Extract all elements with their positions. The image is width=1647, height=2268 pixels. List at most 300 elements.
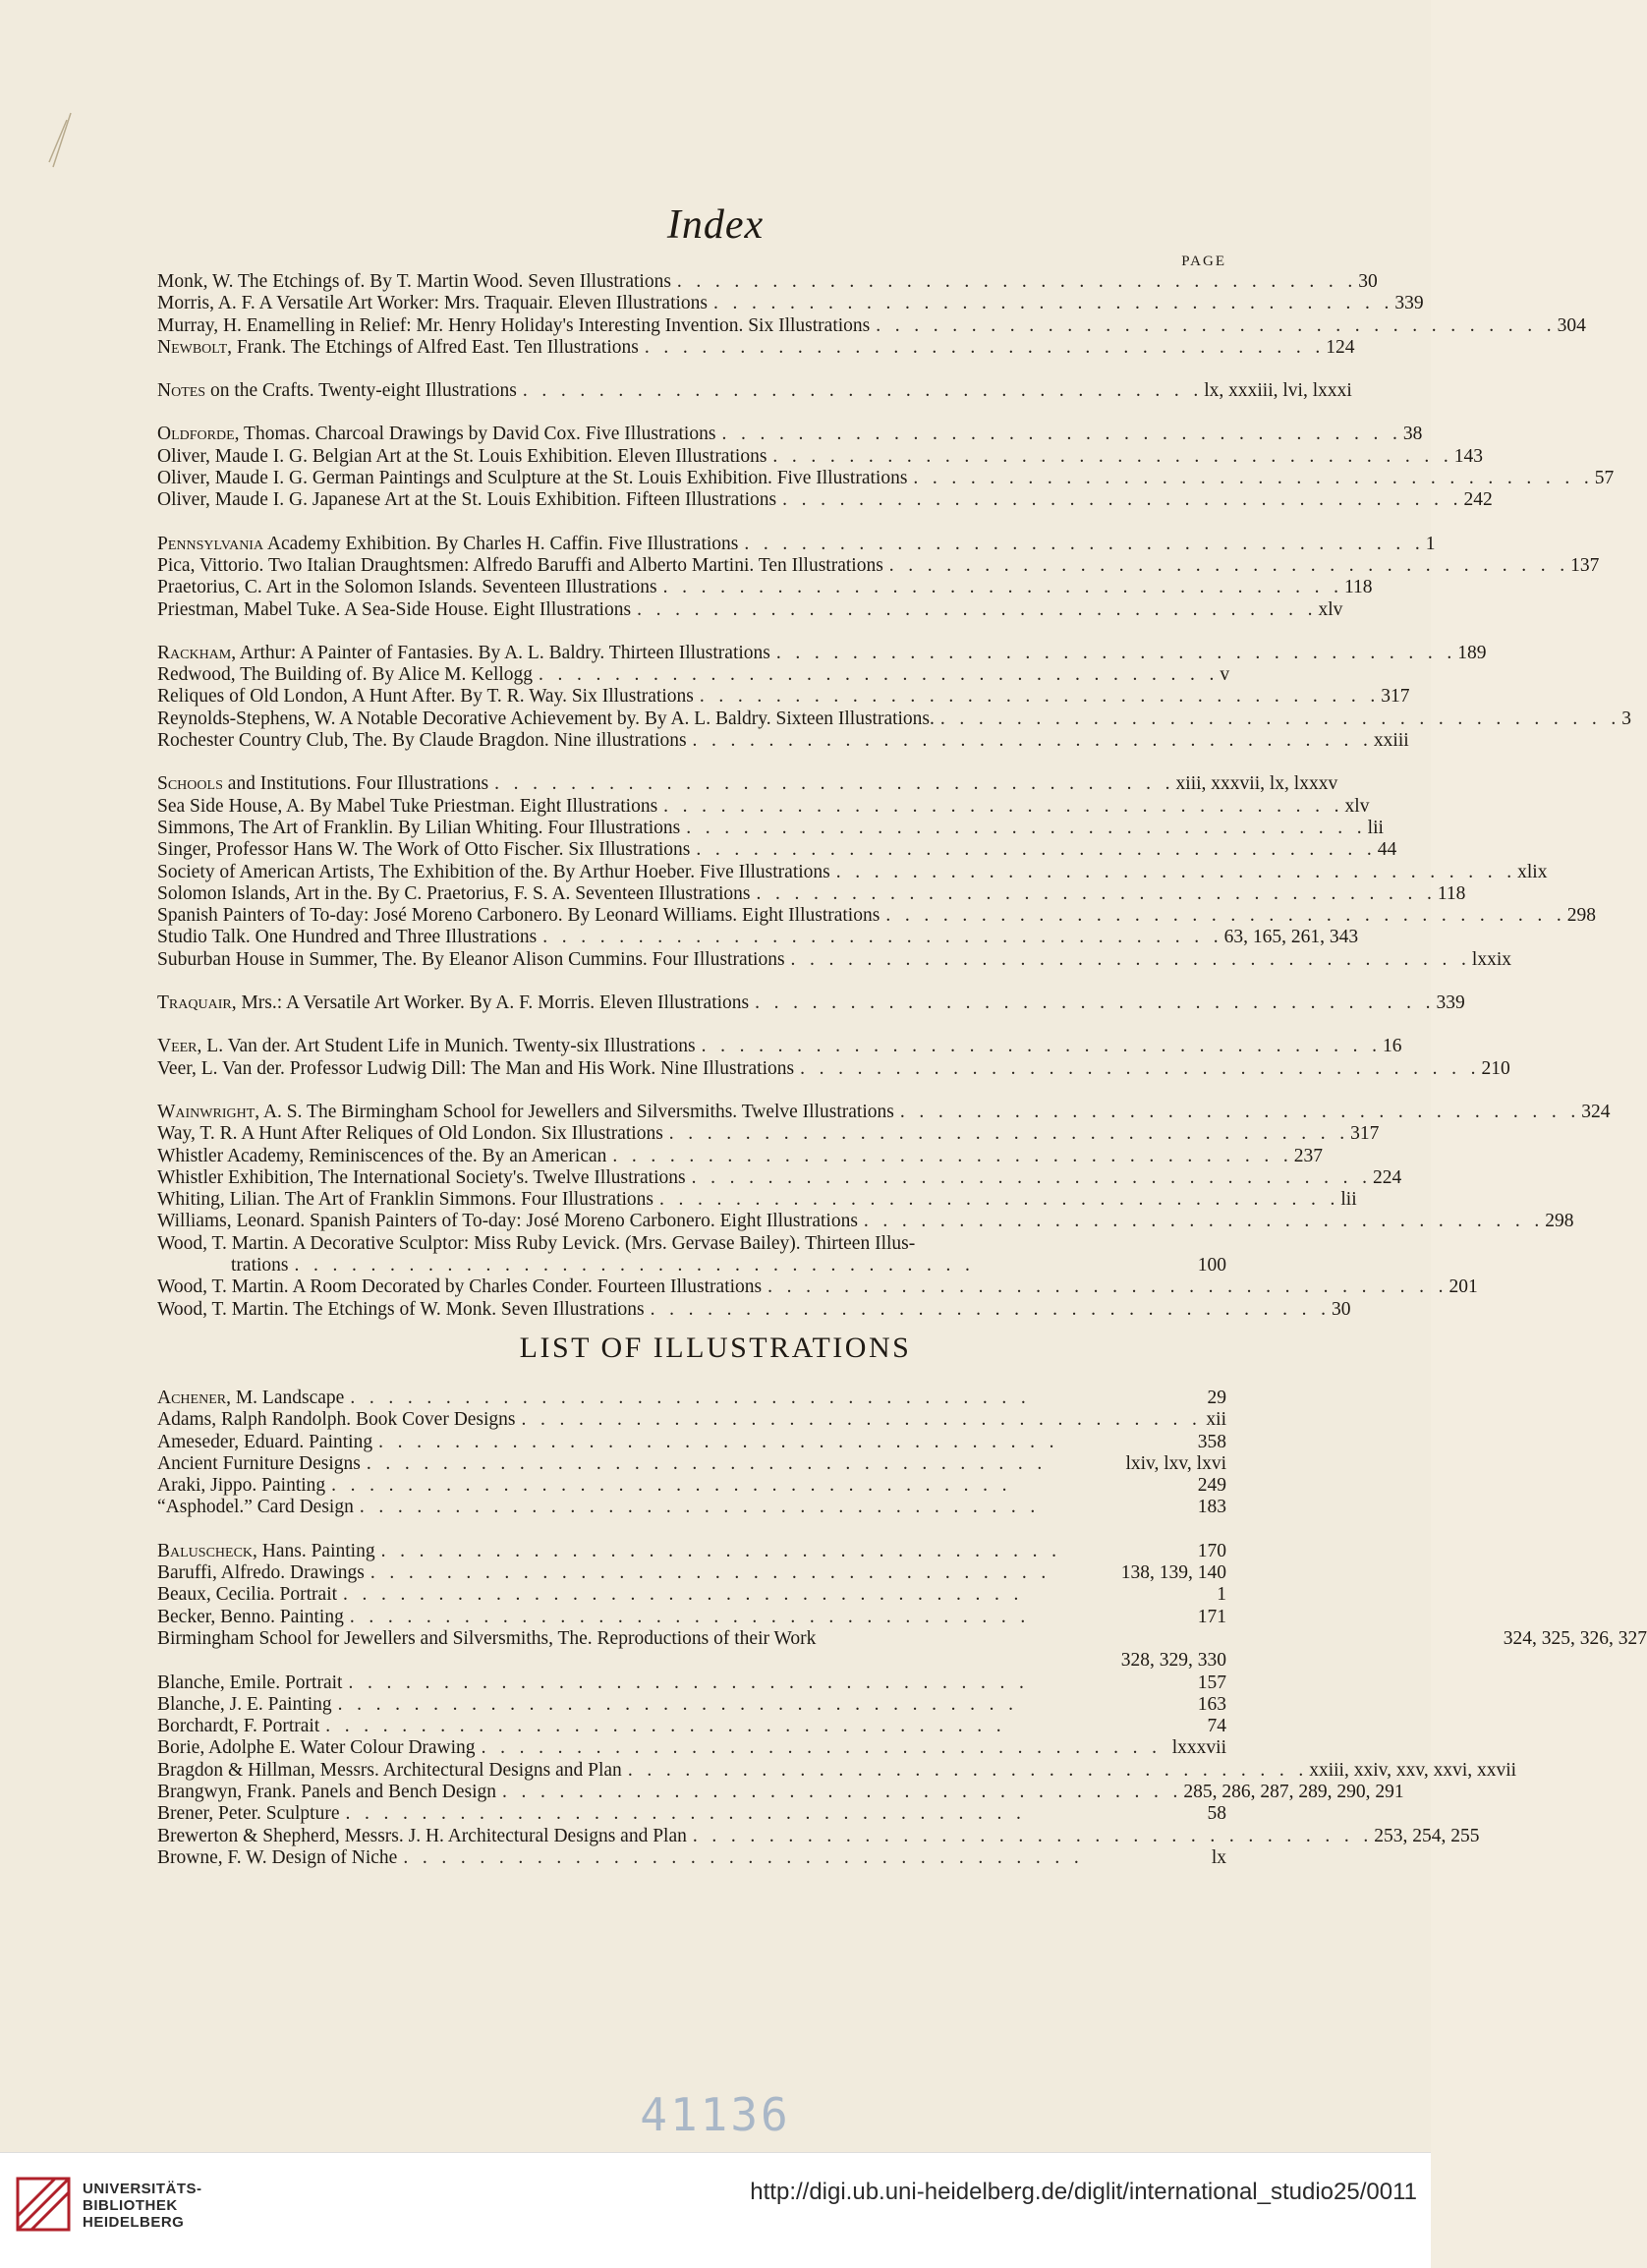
entry-text: Baruffi, Alfredo. Drawings <box>157 1562 365 1584</box>
entry-page-number: 183 <box>1197 1497 1226 1518</box>
entry-title <box>157 1475 325 1497</box>
entry-title <box>157 1146 606 1167</box>
entry-text: Reliques of Old London, A Hunt After. By T. R. Way. Six Illustrations <box>157 686 694 708</box>
entry-title <box>157 337 639 359</box>
entry-page-number: lxxxvii <box>1171 1737 1226 1759</box>
leader-dots <box>612 1146 1287 1167</box>
index-group <box>157 271 1586 359</box>
entry-title <box>157 992 749 1014</box>
leader-dots <box>693 730 1368 752</box>
entry-title <box>157 315 870 337</box>
leader-dots <box>700 686 1375 708</box>
entry-title <box>157 664 533 686</box>
entry-page-number: 339 <box>1436 992 1465 1014</box>
entry-text: Browne, F. W. Design of Niche <box>157 1846 398 1868</box>
illustration-entry <box>157 1562 1226 1584</box>
leader-dots <box>370 1562 1115 1584</box>
library-name <box>83 2181 202 2231</box>
entry-title <box>157 1782 496 1803</box>
entry-title <box>157 577 657 598</box>
entry-page-number: 44 <box>1377 839 1397 861</box>
entry-page-number: 38 <box>1402 424 1423 445</box>
index-entry <box>157 927 1359 948</box>
entry-title <box>157 839 690 861</box>
entry-title <box>157 773 488 795</box>
index-entry <box>157 489 1493 511</box>
leader-dots <box>659 1189 1335 1211</box>
index-group <box>157 642 1632 752</box>
library-stamp-number: 41136 <box>640 2088 791 2141</box>
entry-title <box>157 1036 696 1057</box>
entry-title <box>157 1453 361 1475</box>
entry-text: Veer, L. Van der. Professor Ludwig Dill: The Man and His Work. Nine Illustrations <box>157 1057 795 1079</box>
entry-title <box>157 1541 375 1562</box>
entry-page-number: xxiii <box>1373 730 1409 752</box>
entry-title <box>157 1058 794 1080</box>
entry-page-number: 253, 254, 255 <box>1374 1825 1480 1846</box>
entry-page-number: v <box>1220 664 1230 686</box>
index-entry <box>157 554 1600 577</box>
illustration-entry <box>157 1388 1226 1409</box>
leader-dots <box>325 1716 1201 1737</box>
entry-page-number: lx <box>1211 1846 1226 1868</box>
index-entry <box>157 577 1373 598</box>
leader-dots <box>502 1782 1177 1803</box>
entry-page-number: 63, 165, 261, 343 <box>1223 927 1359 948</box>
leader-dots <box>776 643 1451 664</box>
entry-page-number: 3 <box>1621 708 1632 729</box>
entry-text: Suburban House in Summer, The. By Eleanor Alison Cummins. Four Illustrations <box>157 948 785 970</box>
leader-dots <box>713 293 1389 314</box>
entry-page-number: xlv <box>1318 598 1343 620</box>
entry-title <box>157 293 708 314</box>
index-entry <box>157 861 1548 883</box>
index-entry <box>157 905 1596 927</box>
entry-page-number: 189 <box>1457 642 1487 663</box>
entry-page-number: xxiii, xxiv, xxv, xxvi, xxvii <box>1309 1759 1517 1781</box>
entry-page-number: 317 <box>1350 1123 1380 1145</box>
entry-lead-word: Achener <box>157 1388 227 1408</box>
entry-page-number: 58 <box>1207 1803 1226 1825</box>
library-name-line-2: BIBLIOTHEK <box>83 2197 178 2214</box>
leader-dots <box>885 905 1561 927</box>
illustration-entry <box>157 1825 1480 1847</box>
entry-title <box>157 862 830 883</box>
entry-page-number: 171 <box>1197 1606 1226 1627</box>
entry-lead-word: Notes <box>157 380 206 402</box>
entry-page-number: 118 <box>1343 577 1373 598</box>
entry-title <box>157 709 935 730</box>
index-entry <box>157 1255 1226 1276</box>
entry-title <box>157 1276 762 1298</box>
entry-page-number: 163 <box>1197 1693 1226 1715</box>
entry-title <box>157 1497 354 1518</box>
illustration-entry <box>157 1541 1226 1562</box>
entry-lead-word: Rackham <box>157 642 232 663</box>
entry-text: , Arthur: A Painter of Fantasies. By A. L. Baldry. Thirteen Illustrations <box>231 642 770 663</box>
entry-text: Brangwyn, Frank. Panels and Bench Design <box>157 1782 496 1803</box>
entry-title <box>157 1102 894 1123</box>
leader-dots <box>539 664 1214 686</box>
entry-text: , L. Van der. Art Student Life in Munich. Twenty-six Illustrations <box>197 1036 696 1057</box>
entry-page-number: 124 <box>1326 336 1355 358</box>
index-group <box>157 533 1600 621</box>
leader-dots <box>331 1475 1192 1497</box>
index-entry <box>157 708 1632 730</box>
entry-title <box>157 1760 622 1782</box>
leader-dots <box>482 1737 1166 1759</box>
leader-dots <box>367 1453 1120 1475</box>
entry-page-number: 30 <box>1332 1298 1351 1320</box>
leader-dots <box>677 271 1352 293</box>
entry-text: Rochester Country Club, The. By Claude Bragdon. Nine illustrations <box>157 730 687 752</box>
entry-text: Pica, Vittorio. Two Italian Draughtsmen: Alfredo Baruffi and Alberto Martini. Ten Illustrations <box>157 554 883 576</box>
entry-text: Studio Talk. One Hundred and Three Illustrations <box>157 927 538 948</box>
entry-text: Whistler Exhibition, The International Society's. Twelve Illustrations <box>157 1166 686 1188</box>
illustration-group <box>157 1540 1647 1869</box>
entry-page-number: xiii, xxxvii, lx, lxxxv <box>1175 773 1338 795</box>
entry-title <box>157 1562 365 1584</box>
index-entry <box>157 1101 1611 1123</box>
entry-page-number: lii <box>1367 817 1384 838</box>
entry-text: , Mrs.: A Versatile Art Worker. By A. F. Morris. Eleven Illustrations <box>231 992 750 1014</box>
entry-title <box>231 1255 289 1276</box>
leader-dots <box>637 599 1312 621</box>
entry-text: Borchardt, F. Portrait <box>157 1716 320 1737</box>
leader-dots <box>800 1058 1475 1080</box>
entry-title <box>157 1211 858 1232</box>
entry-title <box>157 927 537 948</box>
entry-text: Whistler Academy, Reminiscences of the. By an American <box>157 1145 607 1166</box>
entry-lead-word: Schools <box>157 773 223 795</box>
entry-title <box>157 599 631 621</box>
entry-lead-word: Pennsylvania <box>157 533 264 554</box>
entry-page-number: 339 <box>1394 293 1424 314</box>
index-entry <box>157 642 1487 664</box>
entry-text: , M. Landscape <box>226 1388 345 1408</box>
index-entry <box>157 1166 1402 1189</box>
entry-text: “Asphodel.” Card Design <box>157 1497 354 1518</box>
illustration-entry <box>157 1737 1226 1759</box>
entry-text: Academy Exhibition. By Charles H. Caffin. Five Illustrations <box>263 533 739 554</box>
entry-text: Monk, W. The Etchings of. By T. Martin Wood. Seven Illustrations <box>157 271 671 292</box>
leader-dots <box>295 1255 1192 1276</box>
entry-text: Williams, Leonard. Spanish Painters of To-day: José Moreno Carbonero. Eight Illustrations <box>157 1211 858 1232</box>
entry-page-number: 29 <box>1207 1388 1226 1408</box>
index-entry <box>157 730 1409 752</box>
entry-text: Bragdon & Hillman, Messrs. Architectural Designs and Plan <box>157 1759 622 1781</box>
entry-lead-word: Wainwright <box>157 1101 256 1122</box>
entry-text: Sea Side House, A. By Mabel Tuke Priestman. Eight Illustrations <box>157 795 658 817</box>
illustrations-list <box>157 1388 1647 1891</box>
leader-dots <box>338 1694 1192 1716</box>
leader-dots <box>628 1760 1303 1782</box>
entry-page-number: 57 <box>1594 468 1615 489</box>
entry-page-number: lx, xxxiii, lvi, lxxxi <box>1204 380 1352 402</box>
illustration-entry <box>157 1453 1226 1475</box>
entry-page-number: 143 <box>1453 445 1484 467</box>
index-entry <box>157 1036 1402 1057</box>
index-entry <box>157 817 1384 839</box>
leader-dots <box>702 1036 1377 1057</box>
illustration-entry <box>157 1497 1226 1518</box>
index-entry <box>157 1145 1324 1167</box>
entry-text: Wood, T. Martin. The Etchings of W. Monk. Seven Illustrations <box>157 1298 645 1320</box>
entry-title <box>157 883 750 905</box>
entry-title <box>157 643 770 664</box>
entry-title <box>157 1167 686 1189</box>
entry-page-number: lxiv, lxv, lxvi <box>1125 1452 1226 1474</box>
entry-lead-word: Oldforde <box>157 424 235 445</box>
entry-text: Simmons, The Art of Franklin. By Lilian Whiting. Four Illustrations <box>157 817 681 838</box>
index-entry <box>157 380 1352 402</box>
leader-dots <box>756 883 1431 905</box>
leader-dots <box>767 1276 1443 1298</box>
entry-page-number: 30 <box>1358 271 1378 292</box>
leader-dots <box>663 796 1338 818</box>
illustration-entry <box>157 1803 1226 1825</box>
library-name-line-3: HEIDELBERG <box>83 2214 185 2231</box>
index-entry <box>157 664 1230 686</box>
entry-title <box>157 1607 344 1628</box>
entry-page-number: 118 <box>1437 882 1466 904</box>
index-group <box>157 424 1615 511</box>
entry-text: Wood, T. Martin. A Room Decorated by Charles Conder. Fourteen Illustrations <box>157 1276 763 1298</box>
leader-dots <box>343 1584 1211 1606</box>
entry-text: Way, T. R. A Hunt After Reliques of Old London. Six Illustrations <box>157 1123 663 1145</box>
entry-title <box>157 1584 337 1606</box>
entry-page-number: 16 <box>1382 1036 1402 1057</box>
leader-dots <box>403 1847 1205 1869</box>
illustration-entry <box>157 1650 1226 1672</box>
entry-page-number: 328, 329, 330 <box>1120 1650 1226 1672</box>
entry-title <box>157 424 715 445</box>
entry-page-number: 304 <box>1557 314 1586 336</box>
index-entry <box>157 882 1466 905</box>
entry-page-number: 249 <box>1197 1475 1226 1497</box>
entry-page-number: 317 <box>1381 686 1410 708</box>
index-entry <box>157 686 1410 708</box>
pencil-mark-decoration <box>41 108 81 177</box>
entry-text: Morris, A. F. A Versatile Art Worker: Mrs. Traquair. Eleven Illustrations <box>157 293 708 314</box>
index-entry <box>157 468 1615 489</box>
leader-dots <box>378 1432 1192 1453</box>
illustration-group <box>157 1388 1226 1519</box>
entry-lead-word: Traquair <box>157 992 232 1014</box>
entry-text: Ancient Furniture Designs <box>157 1452 361 1474</box>
entry-title <box>157 905 880 927</box>
leader-dots <box>360 1497 1192 1518</box>
entry-text: Oliver, Maude I. G. Japanese Art at the St. Louis Exhibition. Fifteen Illustrations <box>157 489 777 511</box>
entry-text: Birmingham School for Jewellers and Silversmiths, The. Reproductions of their Work <box>157 1627 817 1649</box>
entry-title <box>157 489 776 511</box>
entry-text: Brewerton & Shepherd, Messrs. J. H. Architectural Designs and Plan <box>157 1825 687 1846</box>
entry-page-number: 157 <box>1197 1672 1226 1693</box>
leader-dots <box>772 446 1448 468</box>
index-group <box>157 1101 1611 1321</box>
illustration-entry <box>157 1409 1226 1431</box>
index-entry <box>157 1211 1574 1232</box>
entry-text: Araki, Jippo. Painting <box>157 1475 326 1497</box>
entry-text: Blanche, Emile. Portrait <box>157 1672 343 1693</box>
illustration-entry <box>157 1432 1226 1453</box>
entry-text: Priestman, Mabel Tuke. A Sea-Side House. Eight Illustrations <box>157 598 632 620</box>
entry-title <box>157 446 767 468</box>
source-url-link[interactable]: http://digi.ub.uni-heidelberg.de/diglit/international_studio25/0011 <box>750 2179 1417 2205</box>
entry-text: Adams, Ralph Randolph. Book Cover Designs <box>157 1409 516 1431</box>
index-entry <box>157 839 1397 861</box>
entry-page-number: 137 <box>1570 554 1600 576</box>
leader-dots <box>864 1211 1539 1232</box>
entry-title <box>157 1123 663 1145</box>
entry-page-number: 1 <box>1217 1584 1226 1606</box>
index-entry <box>157 1123 1380 1145</box>
entry-page-number: 237 <box>1293 1145 1324 1166</box>
leader-dots <box>889 555 1564 577</box>
leader-dots <box>542 927 1218 948</box>
index-entry <box>157 598 1343 621</box>
index-group <box>157 380 1352 402</box>
entry-title <box>157 1388 344 1409</box>
entry-title <box>157 1847 397 1869</box>
leader-dots <box>350 1388 1201 1409</box>
entry-title <box>157 1673 342 1694</box>
leader-dots <box>522 1409 1201 1431</box>
entry-title <box>157 1803 340 1825</box>
leader-dots <box>663 577 1338 598</box>
entry-page-number: 138, 139, 140 <box>1120 1562 1226 1584</box>
entry-text: , Frank. The Etchings of Alfred East. Ten Illustrations <box>227 336 639 358</box>
entry-title <box>157 1233 915 1255</box>
entry-text: Singer, Professor Hans W. The Work of Otto Fischer. Six Illustrations <box>157 839 691 861</box>
index-entry <box>157 948 1512 971</box>
entry-lead-word: Newbolt <box>157 336 228 358</box>
entry-title <box>157 1716 319 1737</box>
illustration-entry <box>157 1673 1226 1694</box>
entry-text: Murray, H. Enamelling in Relief: Mr. Henry Holiday's Interesting Invention. Six Illustrations <box>157 314 871 336</box>
entry-title <box>157 555 883 577</box>
entry-page-number: lxxix <box>1471 948 1512 970</box>
entry-title <box>157 730 687 752</box>
leader-dots <box>791 949 1466 971</box>
leader-dots <box>940 709 1616 730</box>
leader-dots <box>381 1541 1192 1562</box>
entry-page-number: xlix <box>1517 861 1548 882</box>
entry-text: trations <box>231 1254 289 1276</box>
leader-dots <box>494 773 1169 795</box>
index-entry <box>157 795 1370 818</box>
illustration-entry <box>157 1694 1226 1716</box>
leader-dots <box>645 337 1320 359</box>
entry-page-number: 170 <box>1197 1540 1226 1561</box>
leader-dots <box>900 1102 1575 1123</box>
index-entry <box>157 533 1436 555</box>
index-entry <box>157 314 1586 337</box>
entry-title <box>157 271 671 293</box>
index-entry <box>157 1189 1357 1211</box>
entry-title <box>157 1189 653 1211</box>
leader-dots <box>721 424 1396 445</box>
entry-text: Reynolds-Stephens, W. A Notable Decorative Achievement by. By A. L. Baldry. Sixteen Illustrations. <box>157 708 935 729</box>
entry-page-number: 242 <box>1463 489 1493 511</box>
entry-title <box>157 1299 645 1321</box>
index-entry <box>157 336 1355 359</box>
leader-dots <box>782 489 1457 511</box>
entry-page-number: 324, 325, 326, 327 <box>1503 1627 1647 1649</box>
illustration-entry <box>157 1847 1226 1869</box>
leader-dots <box>744 534 1419 555</box>
entry-title <box>157 468 907 489</box>
entry-title <box>157 1628 816 1650</box>
leader-dots <box>755 992 1430 1014</box>
entry-text: Solomon Islands, Art in the. By C. Praetorius, F. S. A. Seventeen Illustrations <box>157 882 751 904</box>
index-entry <box>157 445 1484 468</box>
illustration-entry <box>157 1627 1647 1650</box>
entry-title <box>157 1409 516 1431</box>
entry-text: , Thomas. Charcoal Drawings by David Cox. Five Illustrations <box>234 424 716 445</box>
leader-dots <box>836 862 1511 883</box>
entry-text: Brener, Peter. Sculpture <box>157 1803 340 1825</box>
index-group <box>157 992 1465 1014</box>
entry-title <box>157 949 785 971</box>
entry-text: and Institutions. Four Illustrations <box>222 773 489 795</box>
leader-dots <box>913 468 1588 489</box>
leader-dots <box>669 1123 1344 1145</box>
entry-text: Borie, Adolphe E. Water Colour Drawing <box>157 1737 476 1759</box>
leader-dots <box>651 1299 1326 1321</box>
illustration-entry <box>157 1584 1226 1606</box>
index-entry <box>157 271 1378 293</box>
entry-lead-word: Baluscheck <box>157 1540 254 1561</box>
leader-dots <box>686 818 1361 839</box>
illustration-entry <box>157 1782 1404 1803</box>
entry-text: Spanish Painters of To-day: José Moreno Carbonero. By Leonard Williams. Eight Illustrations <box>157 905 880 927</box>
entry-title <box>157 1432 372 1453</box>
entry-title <box>157 380 517 402</box>
entry-title <box>157 534 738 555</box>
leader-dots <box>348 1673 1191 1694</box>
entry-title <box>157 796 657 818</box>
entry-text: Praetorius, C. Art in the Solomon Islands. Seventeen Illustrations <box>157 577 657 598</box>
entry-text: , A. S. The Birmingham School for Jewellers and Silversmiths. Twelve Illustrations <box>255 1101 894 1122</box>
entry-title <box>157 1694 332 1716</box>
entry-page-number: 74 <box>1207 1716 1226 1737</box>
index-entry <box>157 1057 1510 1080</box>
page-title: Index <box>666 202 765 248</box>
index-group <box>157 1036 1510 1080</box>
index-entry <box>157 992 1465 1014</box>
footer-bar <box>0 2152 1431 2268</box>
entry-title <box>157 1737 476 1759</box>
entry-lead-word: Veer <box>157 1036 198 1057</box>
entry-page-number: 324 <box>1581 1101 1611 1122</box>
leader-dots <box>692 1167 1367 1189</box>
entry-text: Beaux, Cecilia. Portrait <box>157 1584 338 1606</box>
entry-title <box>157 1826 687 1847</box>
entry-page-number: xii <box>1206 1409 1226 1431</box>
illustration-entry <box>157 1475 1226 1497</box>
leader-dots <box>693 1826 1368 1847</box>
university-library-logo-icon <box>14 2175 73 2234</box>
entry-title <box>157 686 694 708</box>
index-entry <box>157 424 1423 445</box>
entry-text: Becker, Benno. Painting <box>157 1606 344 1627</box>
entry-text: Wood, T. Martin. A Decorative Sculptor: Miss Ruby Levick. (Mrs. Gervase Bailey). Thirteen Illus- <box>157 1232 916 1254</box>
index-list <box>157 271 1632 1342</box>
entry-text: Ameseder, Eduard. Painting <box>157 1431 373 1452</box>
index-group <box>157 773 1596 971</box>
entry-page-number: 298 <box>1545 1211 1574 1232</box>
